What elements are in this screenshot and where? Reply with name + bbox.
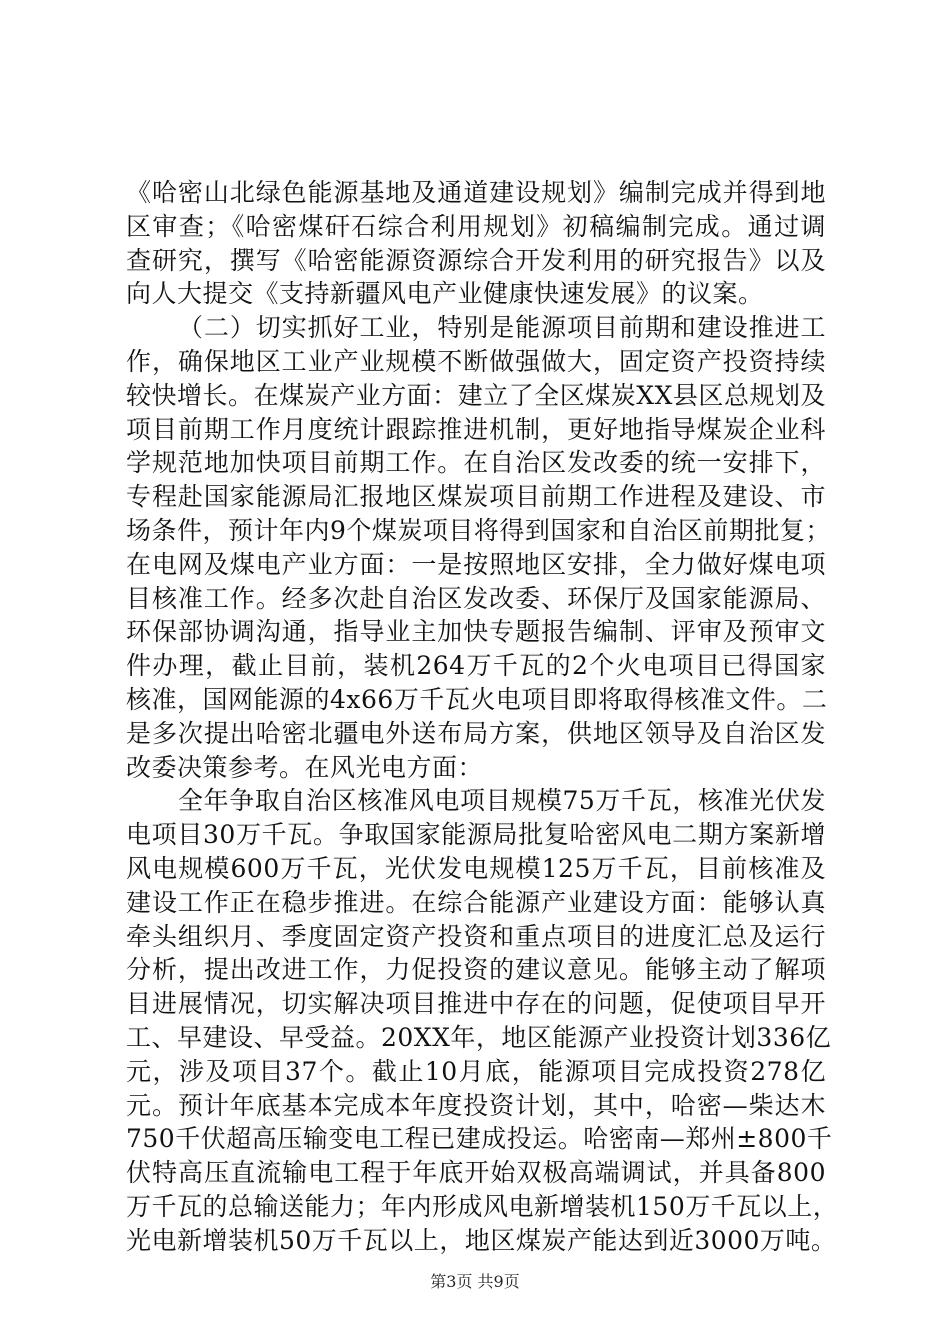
text-line: 改委决策参考。在风光电方面：	[126, 752, 484, 782]
text-line: 元。预计年底基本完成本年度投资计划，其中，哈密—柴达木	[126, 1090, 826, 1120]
text-line: 区审查；《哈密煤矸石综合利用规划》初稿编制完成。通过调	[126, 211, 826, 241]
text-line: 元，涉及项目37个。截止10月底，能源项目完成投资278亿	[126, 1056, 826, 1086]
document-body	[126, 176, 839, 1258]
text-line: 《哈密山北绿色能源基地及通道建设规划》编制完成并得到地	[126, 178, 826, 207]
text-line: 向人大提交《支持新疆风电产业健康快速发展》的议案。	[126, 279, 764, 309]
text-line: 光电新增装机50万千瓦以上，地区煤炭产能达到近3000万吨。	[126, 1225, 837, 1255]
text-line: 建设工作正在稳步推进。在综合能源产业建设方面：能够认真	[126, 887, 826, 917]
text-line: 分析，提出改进工作，力促投资的建议意见。能够主动了解项	[126, 955, 826, 985]
text-line: 风电规模600万千瓦，光伏发电规模125万千瓦，目前核准及	[126, 853, 826, 883]
text-line: 工、早建设、早受益。20XX年，地区能源产业投资计划336亿	[126, 1022, 832, 1052]
page-number-footer: 第3页 共9页	[430, 1272, 520, 1291]
text-line: 较快增长。在煤炭产业方面：建立了全区煤炭XX县区总规划及	[126, 380, 826, 410]
text-line: 牵头组织月、季度固定资产投资和重点项目的进度汇总及运行	[126, 921, 826, 951]
text-line: 项目前期工作月度统计跟踪推进机制，更好地指导煤炭企业科	[126, 414, 826, 444]
text-line: 全年争取自治区核准风电项目规模75万千瓦，核准光伏发	[178, 786, 826, 816]
text-line: 电项目30万千瓦。争取国家能源局批复哈密风电二期方案新增	[126, 820, 826, 850]
text-line: 万千瓦的总输送能力；年内形成风电新增装机150万千瓦以上，	[126, 1191, 839, 1221]
text-line: 学规范地加快项目前期工作。在自治区发改委的统一安排下，	[126, 448, 826, 478]
text-line: 伏特高压直流输电工程于年底开始双极高端调试，并具备800	[126, 1158, 826, 1188]
text-line: 场条件，预计年内9个煤炭项目将得到国家和自治区前期批复；	[126, 515, 831, 545]
text-line: （二）切实抓好工业，特别是能源项目前期和建设推进工	[178, 313, 826, 343]
text-line: 作，确保地区工业产业规模不断做强做大，固定资产投资持续	[126, 346, 826, 376]
text-line: 专程赴国家能源局汇报地区煤炭项目前期工作进程及建设、市	[126, 482, 826, 512]
text-line: 目核准工作。经多次赴自治区发改委、环保厅及国家能源局、	[126, 583, 826, 613]
text-line: 查研究，撰写《哈密能源资源综合开发利用的研究报告》以及	[126, 245, 826, 275]
text-line: 件办理，截止目前，装机264万千瓦的2个火电项目已得国家	[126, 651, 826, 681]
text-line: 750千伏超高压输变电工程已建成投运。哈密南—郑州±800千	[126, 1124, 833, 1154]
text-line: 在电网及煤电产业方面：一是按照地区安排，全力做好煤电项	[126, 549, 826, 579]
text-line: 是多次提出哈密北疆电外送布局方案，供地区领导及自治区发	[126, 718, 826, 748]
text-line: 目进展情况，切实解决项目推进中存在的问题，促使项目早开	[126, 989, 826, 1019]
text-line: 环保部协调沟通，指导业主加快专题报告编制、评审及预审文	[126, 617, 826, 647]
text-line: 核准，国网能源的4x66万千瓦火电项目即将取得核准文件。二	[126, 684, 828, 714]
